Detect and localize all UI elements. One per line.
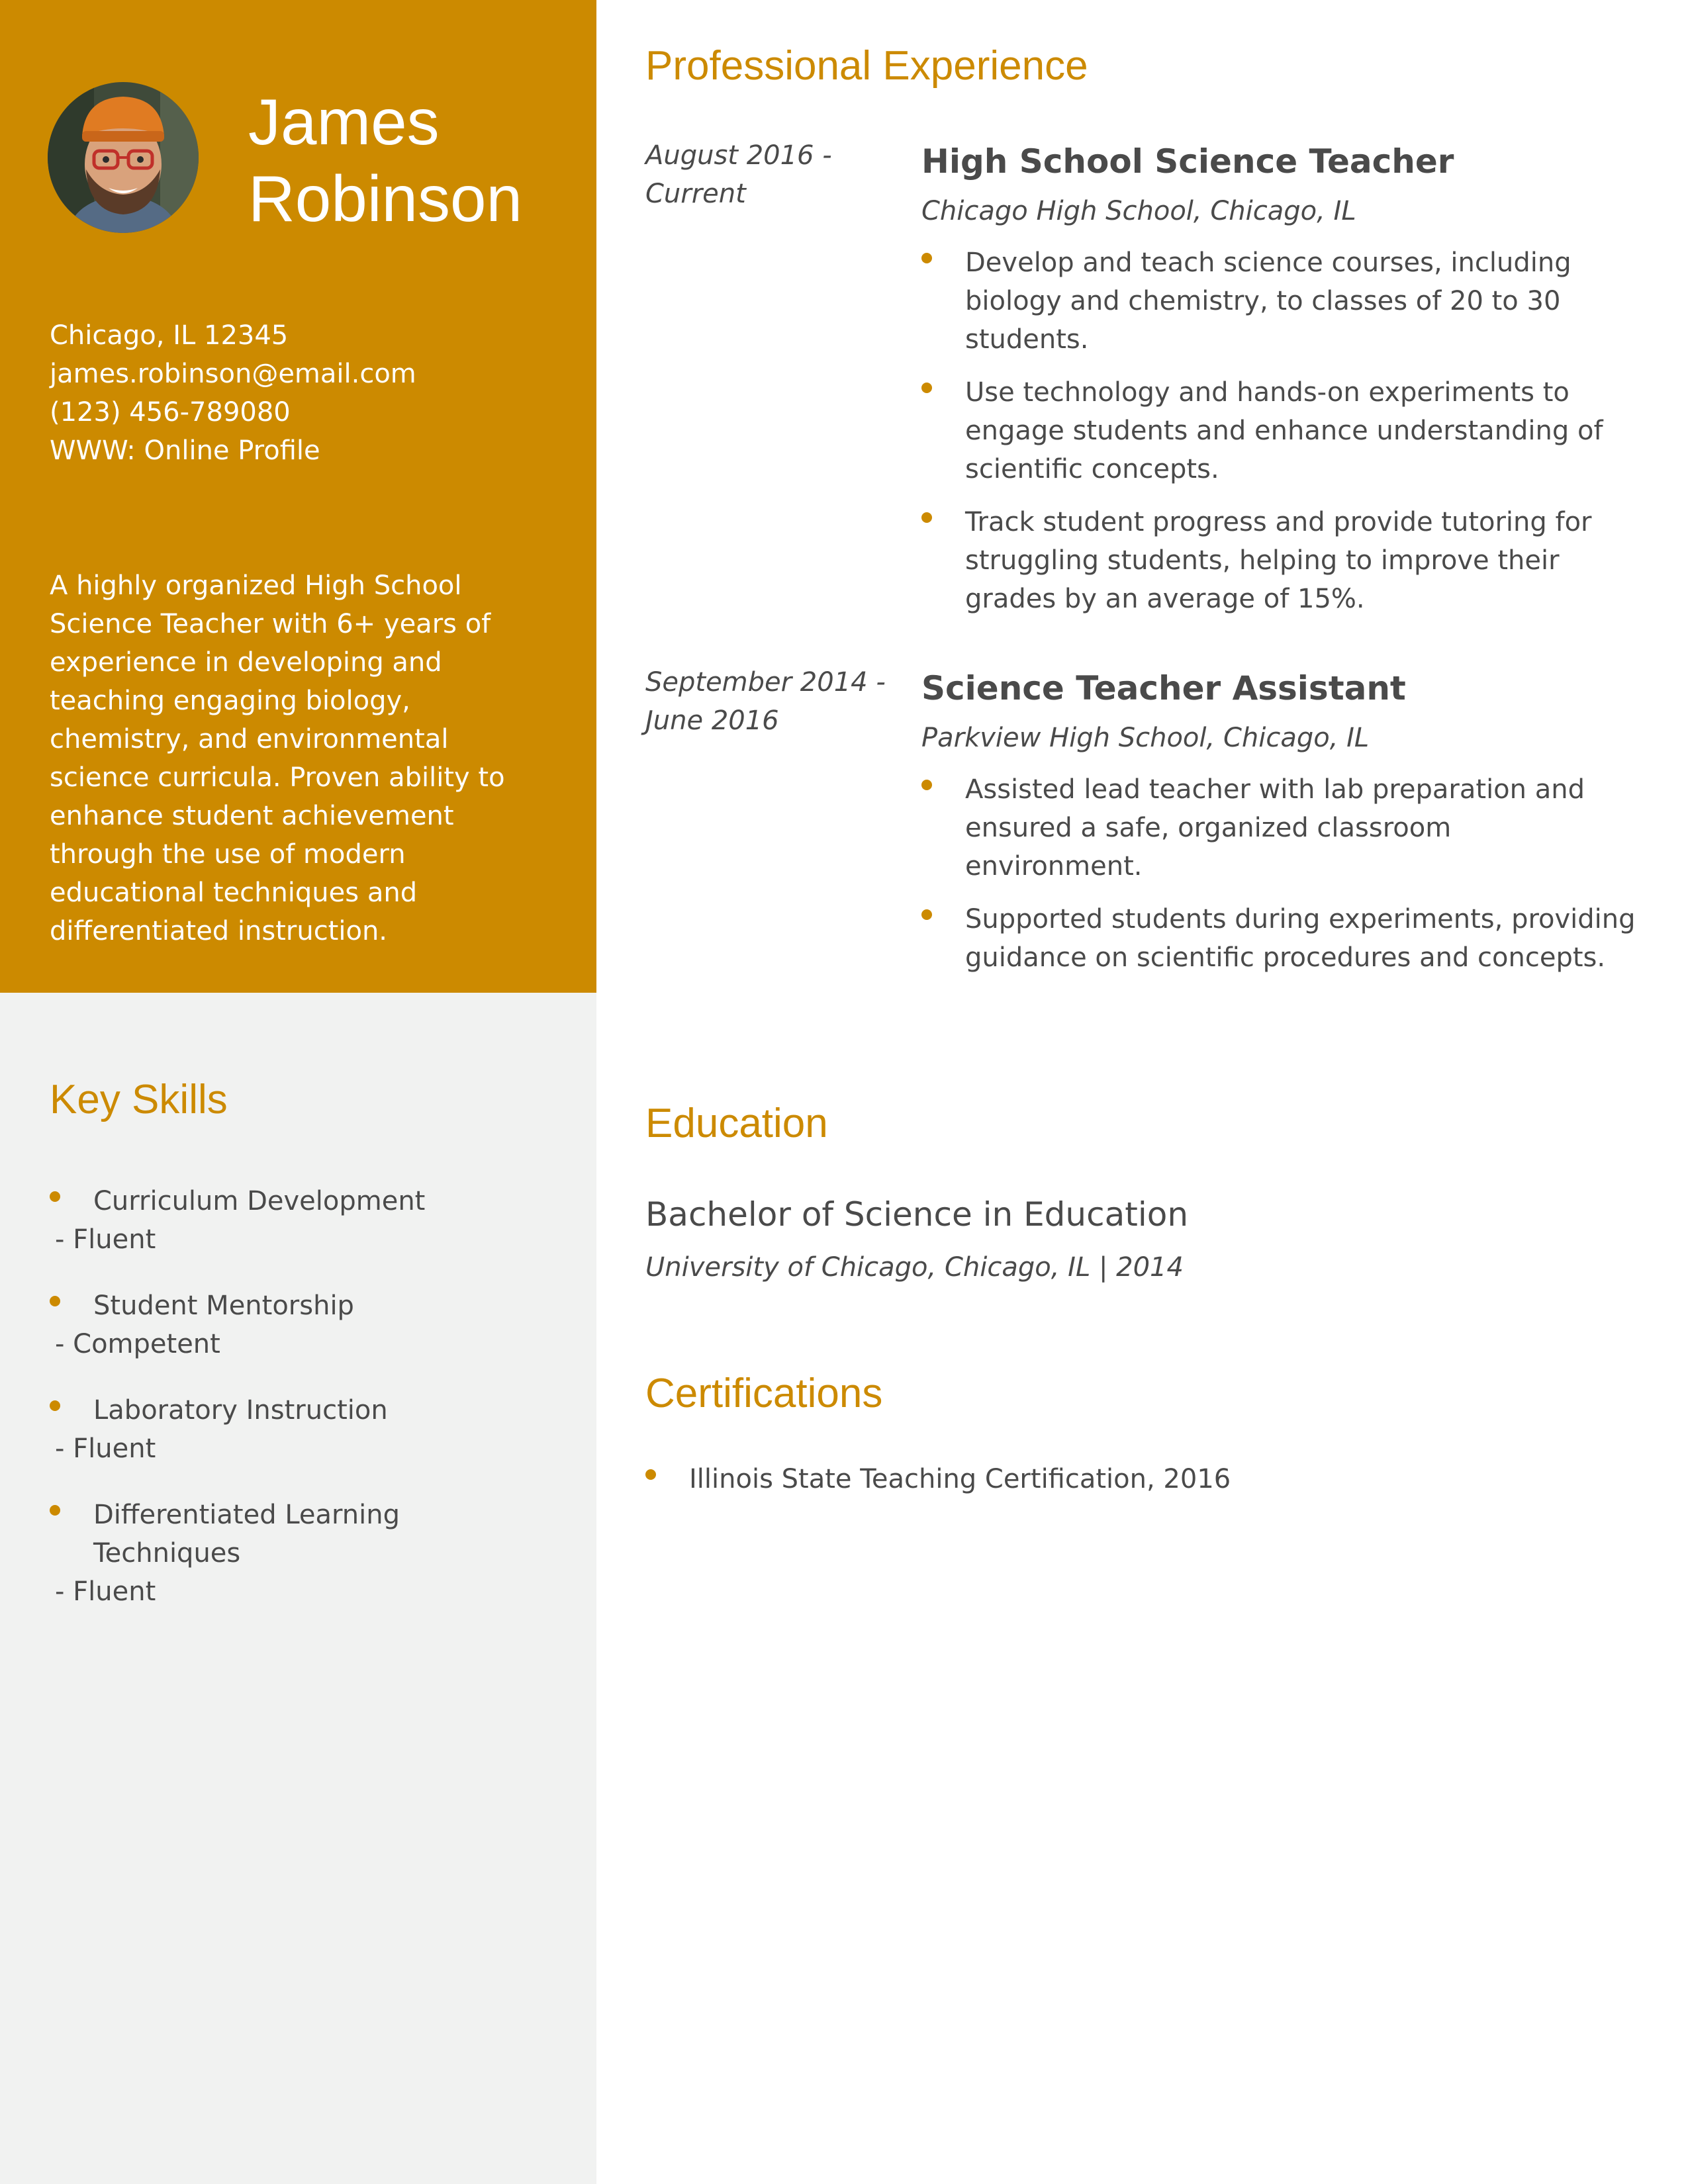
education-degree: Bachelor of Science in Education bbox=[645, 1195, 1189, 1234]
contact-phone: (123) 456-789080 bbox=[50, 397, 291, 428]
skill-level: - Fluent bbox=[55, 1433, 156, 1464]
job-title: High School Science Teacher bbox=[921, 142, 1454, 181]
skill-item bbox=[50, 1287, 553, 1363]
job-details bbox=[921, 136, 1636, 633]
job-title: Science Teacher Assistant bbox=[921, 669, 1406, 707]
skills-heading: Key Skills bbox=[50, 1077, 228, 1122]
sidebar-header bbox=[0, 0, 596, 993]
skill-level: - Fluent bbox=[55, 1224, 156, 1255]
contact-email[interactable]: james.robinson@email.com bbox=[50, 359, 416, 389]
skill-item bbox=[50, 1391, 553, 1468]
certification-item: Illinois State Teaching Certification, 2016 bbox=[645, 1460, 1638, 1498]
contact-website[interactable]: WWW: Online Profile bbox=[50, 435, 320, 466]
skill-name: Differentiated Learning Techniques bbox=[50, 1496, 460, 1572]
job-company: Chicago High School, Chicago, IL bbox=[921, 196, 1356, 226]
sidebar bbox=[0, 0, 596, 2184]
first-name: James bbox=[248, 85, 440, 158]
education-heading: Education bbox=[645, 1101, 828, 1146]
job-bullets bbox=[921, 244, 1636, 618]
contact-info bbox=[50, 316, 416, 470]
skill-name: Laboratory Instruction bbox=[50, 1391, 553, 1430]
certifications-list bbox=[645, 1460, 1638, 1498]
job-company: Parkview High School, Chicago, IL bbox=[921, 723, 1370, 753]
job-bullet: Assisted lead teacher with lab preparation and ensured a safe, organized classroom environment. bbox=[921, 770, 1636, 886]
certifications-heading: Certifications bbox=[645, 1371, 883, 1416]
avatar-photo-icon bbox=[48, 82, 199, 233]
job-bullet: Track student progress and provide tutoring for struggling students, helping to improve their grades by an average of 15%. bbox=[921, 503, 1636, 618]
skill-level: - Competent bbox=[55, 1329, 220, 1359]
education-school: University of Chicago, Chicago, IL | 2014 bbox=[645, 1252, 1184, 1283]
job-bullet: Develop and teach science courses, including biology and chemistry, to classes of 20 to 30 students. bbox=[921, 244, 1636, 359]
job-bullet: Use technology and hands-on experiments to engage students and enhance understanding of scientific concepts. bbox=[921, 373, 1636, 488]
skill-item bbox=[50, 1182, 553, 1259]
last-name: Robinson bbox=[248, 162, 523, 235]
skills-list bbox=[50, 1182, 553, 1639]
candidate-name bbox=[248, 83, 592, 237]
avatar bbox=[48, 82, 199, 233]
experience-heading: Professional Experience bbox=[645, 43, 1088, 89]
contact-location: Chicago, IL 12345 bbox=[50, 320, 289, 351]
job-dates: August 2016 - Current bbox=[645, 140, 832, 209]
job-dates: September 2014 - June 2016 bbox=[645, 667, 886, 736]
skill-level: - Fluent bbox=[55, 1576, 156, 1607]
job-details bbox=[921, 663, 1636, 991]
skill-item bbox=[50, 1496, 553, 1611]
skill-name: Curriculum Development bbox=[50, 1182, 553, 1220]
job-bullet: Supported students during experiments, providing guidance on scientific procedures and concepts. bbox=[921, 900, 1636, 977]
skill-name: Student Mentorship bbox=[50, 1287, 553, 1325]
profile-summary: A highly organized High School Science Teacher with 6+ years of experience in developing and teaching engaging biology, chemistry, and environmental science curricula. Proven ability to enhance student achievement through the use of modern educational techniques and differentiated instruction. bbox=[50, 570, 505, 946]
job-bullets bbox=[921, 770, 1636, 977]
